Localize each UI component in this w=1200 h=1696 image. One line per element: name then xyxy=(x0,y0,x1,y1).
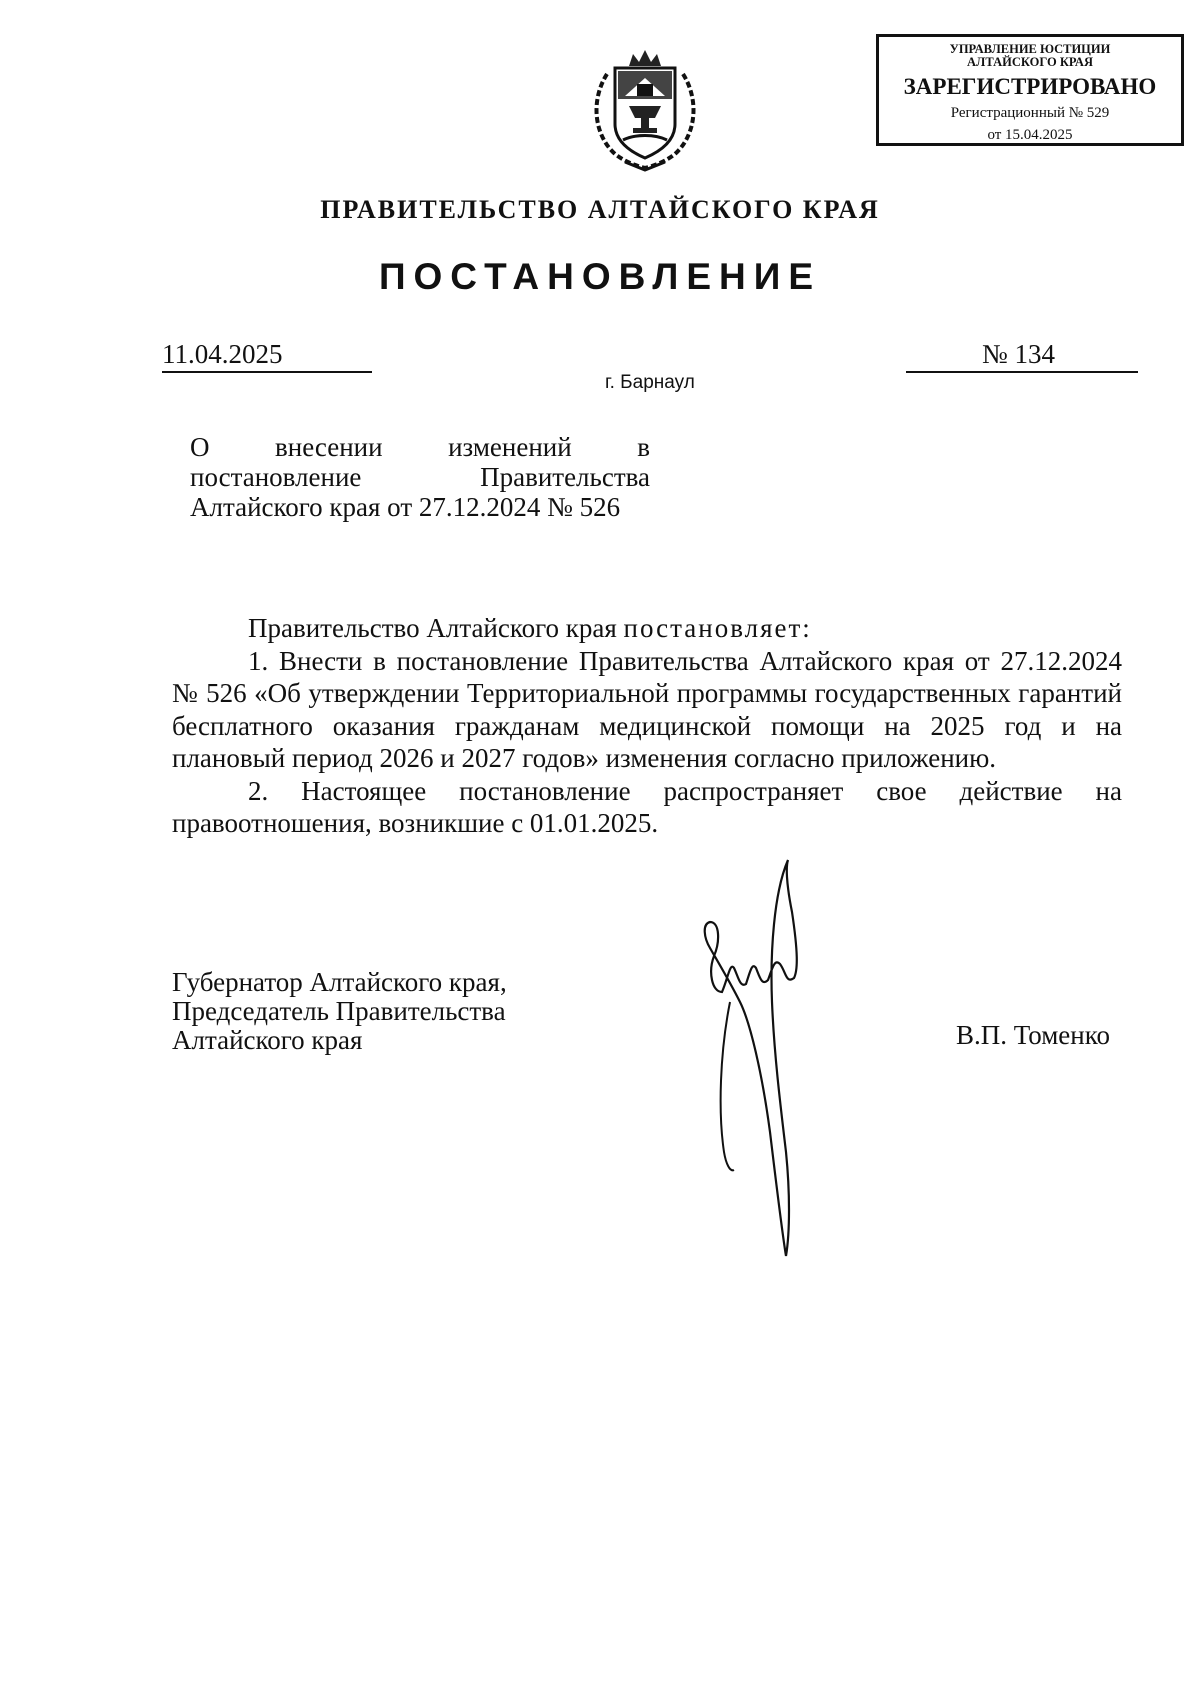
document-number: № 134 xyxy=(906,338,1138,373)
signatory-name: В.П. Томенко xyxy=(956,1020,1110,1050)
document-city: г. Барнаул xyxy=(605,372,695,393)
signatory-title-line-3: Алтайского края xyxy=(172,1025,363,1055)
document-date: 11.04.2025 xyxy=(162,338,372,373)
document-subject: О внесении изменений в постановление Правительства Алтайского края от 27.12.2024 № 526 xyxy=(190,432,650,522)
handwritten-signature xyxy=(690,852,840,1260)
signatory-title-line-1: Губернатор Алтайского края, xyxy=(172,967,507,997)
stamp-organization: УПРАВЛЕНИЕ ЮСТИЦИИ АЛТАЙСКОГО КРАЯ xyxy=(949,42,1111,69)
document-type: ПОСТАНОВЛЕНИЕ xyxy=(378,256,822,297)
stamp-status: ЗАРЕГИСТРИРОВАНО xyxy=(903,74,1157,99)
registration-stamp xyxy=(876,34,1184,146)
preamble-lead: Правительство Алтайского края xyxy=(248,613,624,643)
clause-2: 2. Настоящее постановление распространяет свое действие на правоотношения, возникшие с 01.01.2025. xyxy=(172,775,1122,838)
preamble xyxy=(172,612,1122,645)
stamp-reg-number: Регистрационный № 529 xyxy=(950,105,1110,121)
document-body xyxy=(172,612,1122,840)
altai-krai-coat-of-arms-icon xyxy=(585,44,705,174)
signatory-title-line-2: Председатель Правительства xyxy=(172,996,506,1026)
preamble-verb: постановляет: xyxy=(623,613,812,643)
signatory-title xyxy=(172,968,507,1055)
clause-1: 1. Внести в постановление Правительства Алтайского края от 27.12.2024 № 526 «Об утверждении Территориальной программы государственных гарантий бесплатного оказания гражданам медицинской помощи на 2025 год и на плановый период 2026 и 2027 годов» изменения согласно приложению. xyxy=(172,645,1122,773)
government-title: ПРАВИТЕЛЬСТВО АЛТАЙСКОГО КРАЯ xyxy=(320,195,880,224)
stamp-reg-date: от 15.04.2025 xyxy=(987,127,1073,143)
